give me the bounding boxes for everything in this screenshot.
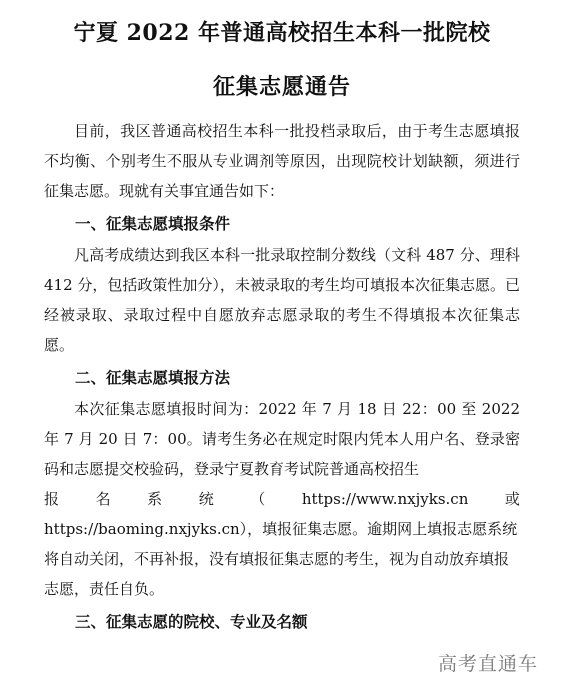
section-2-heading: 二、征集志愿填报方法 xyxy=(75,369,231,387)
spread-url-link[interactable]: https://www.nxjyks.cn xyxy=(301,490,469,508)
document-title: 宁夏 2022 年普通高校招生本科一批院校 xyxy=(73,20,491,46)
watermark-text: 高考直通车 xyxy=(437,653,538,675)
spread-word: 报 xyxy=(44,490,60,508)
spread-word: 名 xyxy=(95,490,111,508)
section-3-heading: 三、征集志愿的院校、专业及名额 xyxy=(75,613,308,631)
spread-word: 或 xyxy=(504,490,520,508)
section-2-body-part2: https://baoming.nxjyks.cn），填报征集志愿。逾期网上填报志愿系统将自动关闭，不再补报，没有填报征集志愿的考生，视为自动放弃填报志愿，责任自负。 xyxy=(44,520,518,598)
intro-paragraph: 目前，我区普通高校招生本科一批投档录取后，由于考生志愿填报不均衡、个别考生不服从专业调剂等原因，出现院校计划缺额，须进行征集志愿。现就有关事宜通告如下： xyxy=(44,122,520,200)
section-1-heading: 一、征集志愿填报条件 xyxy=(75,215,231,233)
document-subtitle: 征集志愿通告 xyxy=(212,74,351,100)
spread-word: （ xyxy=(250,490,266,508)
spread-word: 统 xyxy=(198,490,214,508)
section-1-body: 凡高考成绩达到我区本科一批录取控制分数线（文科 487 分、理科 412 分，包括政策性加分），未被录取的考生均可填报本次征集志愿。已经被录取、录取过程中自愿放弃志愿录取的考生不得填报本次征集志愿。 xyxy=(44,246,520,354)
section-2-body-part1: 本次征集志愿填报时间为：2022 年 7 月 18 日 22：00 至 2022 年 7 月 20 日 7：00。请考生务必在规定时限内凭本人用户名、登录密码和志愿提交校验码，登录宁夏教育考试院普通高校招生 xyxy=(44,400,520,478)
spread-word: 系 xyxy=(147,490,163,508)
section-2-spread-line xyxy=(44,484,520,514)
